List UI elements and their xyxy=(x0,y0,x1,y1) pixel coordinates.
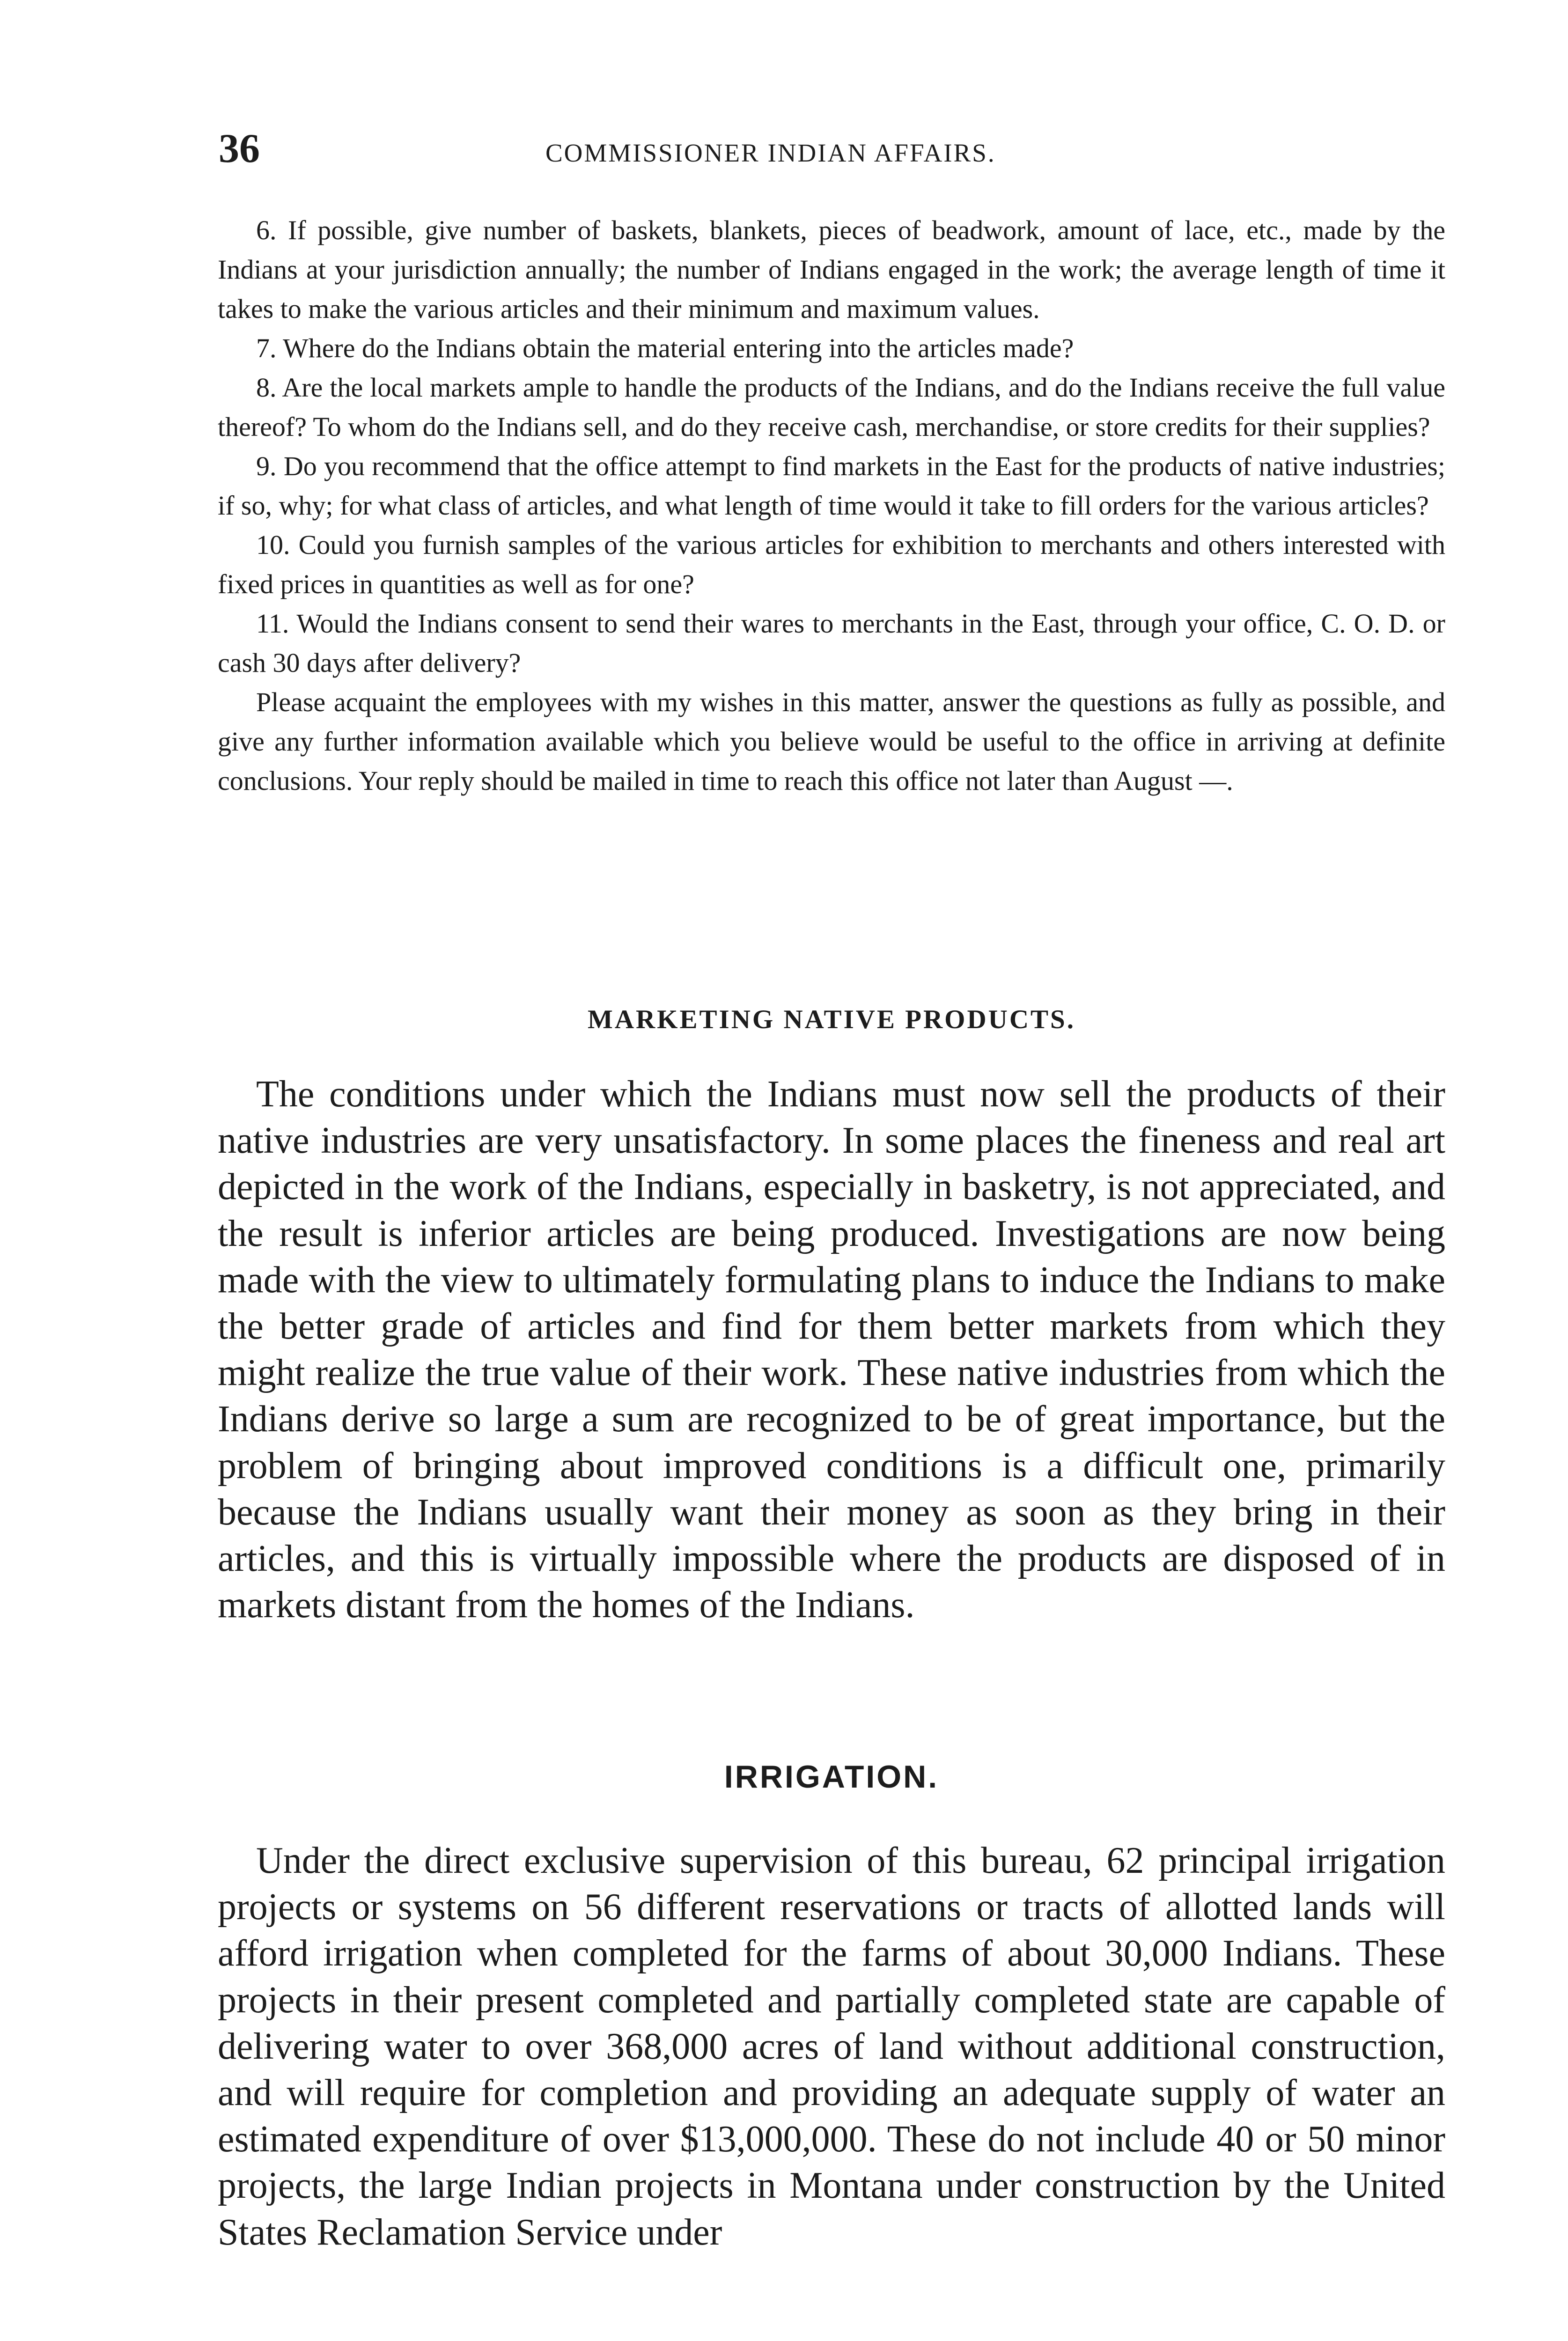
irrigation-paragraph: Under the direct exclusive supervision of this bureau, 62 principal irrigation projects or systems on 56 different reservations or tracts of allotted lands will afford irrigation when completed for the farms of about 30,000 Indians. These projects in their present completed and partially completed state are capable of delivering water to over 368,000 acres of land without additional construction, and will require for completion and providing an adequate supply of water an estimated expenditure of over $13,000,000. These do not include 40 or 50 minor projects, the large Indian projects in Montana under construction by the United States Reclamation Service under xyxy=(218,1840,1445,2253)
irrigation-section xyxy=(218,1838,1445,2256)
question-10: 10. Could you furnish samples of the various articles for exhibition to merchants and others interested with fixed prices in quantities as well as for one? xyxy=(218,530,1445,599)
irrigation-heading: IRRIGATION. xyxy=(724,1759,939,1795)
marketing-paragraph: The conditions under which the Indians must now sell the products of their native industries are very unsatisfactory. In some places the fineness and real art depicted in the work of the Indians, especially in basketry, is not appreciated, and the result is inferior articles are being produced. Investigations are now being made with the view to ultimately formulating plans to induce the Indians to make the better grade of articles and find for them better markets from which they might realize the true value of their work. These native industries from which the Indians derive so large a sum are recognized to be of great importance, but the problem of bringing about improved conditions is a difficult one, primarily because the Indians usually want their money as soon as they bring in their articles, and this is virtually impossible where the products are disposed of in markets distant from the homes of the Indians. xyxy=(218,1074,1445,1626)
question-8: 8. Are the local markets ample to handle the products of the Indians, and do the Indians receive the full value thereof? To whom do the Indians sell, and do they receive cash, merchandise, or store credits for their supplies? xyxy=(218,372,1445,442)
running-head: COMMISSIONER INDIAN AFFAIRS. xyxy=(545,139,996,167)
marketing-section xyxy=(218,1071,1445,1628)
questionnaire-list xyxy=(218,211,1445,801)
question-11: 11. Would the Indians consent to send their wares to merchants in the East, through your office, C. O. D. or cash 30 days after delivery? xyxy=(218,608,1445,678)
question-7: 7. Where do the Indians obtain the material entering into the articles made? xyxy=(256,333,1074,363)
question-9: 9. Do you recommend that the office attempt to find markets in the East for the products of native industries; if so, why; for what class of articles, and what length of time would it take to fill orders for the various articles? xyxy=(218,451,1445,521)
closing-instructions: Please acquaint the employees with my wishes in this matter, answer the questions as fully as possible, and give any further information available which you believe would be useful to the office in arriving at definite conclusions. Your reply should be mailed in time to reach this office not later than August —. xyxy=(218,687,1445,796)
marketing-heading: MARKETING NATIVE PRODUCTS. xyxy=(588,1005,1075,1034)
question-6: 6. If possible, give number of baskets, blankets, pieces of beadwork, amount of lace, etc., made by the Indians at your jurisdiction annually; the number of Indians engaged in the work; the average length of time it takes to make the various articles and their minimum and maximum values. xyxy=(218,215,1445,324)
page-number: 36 xyxy=(219,126,260,171)
